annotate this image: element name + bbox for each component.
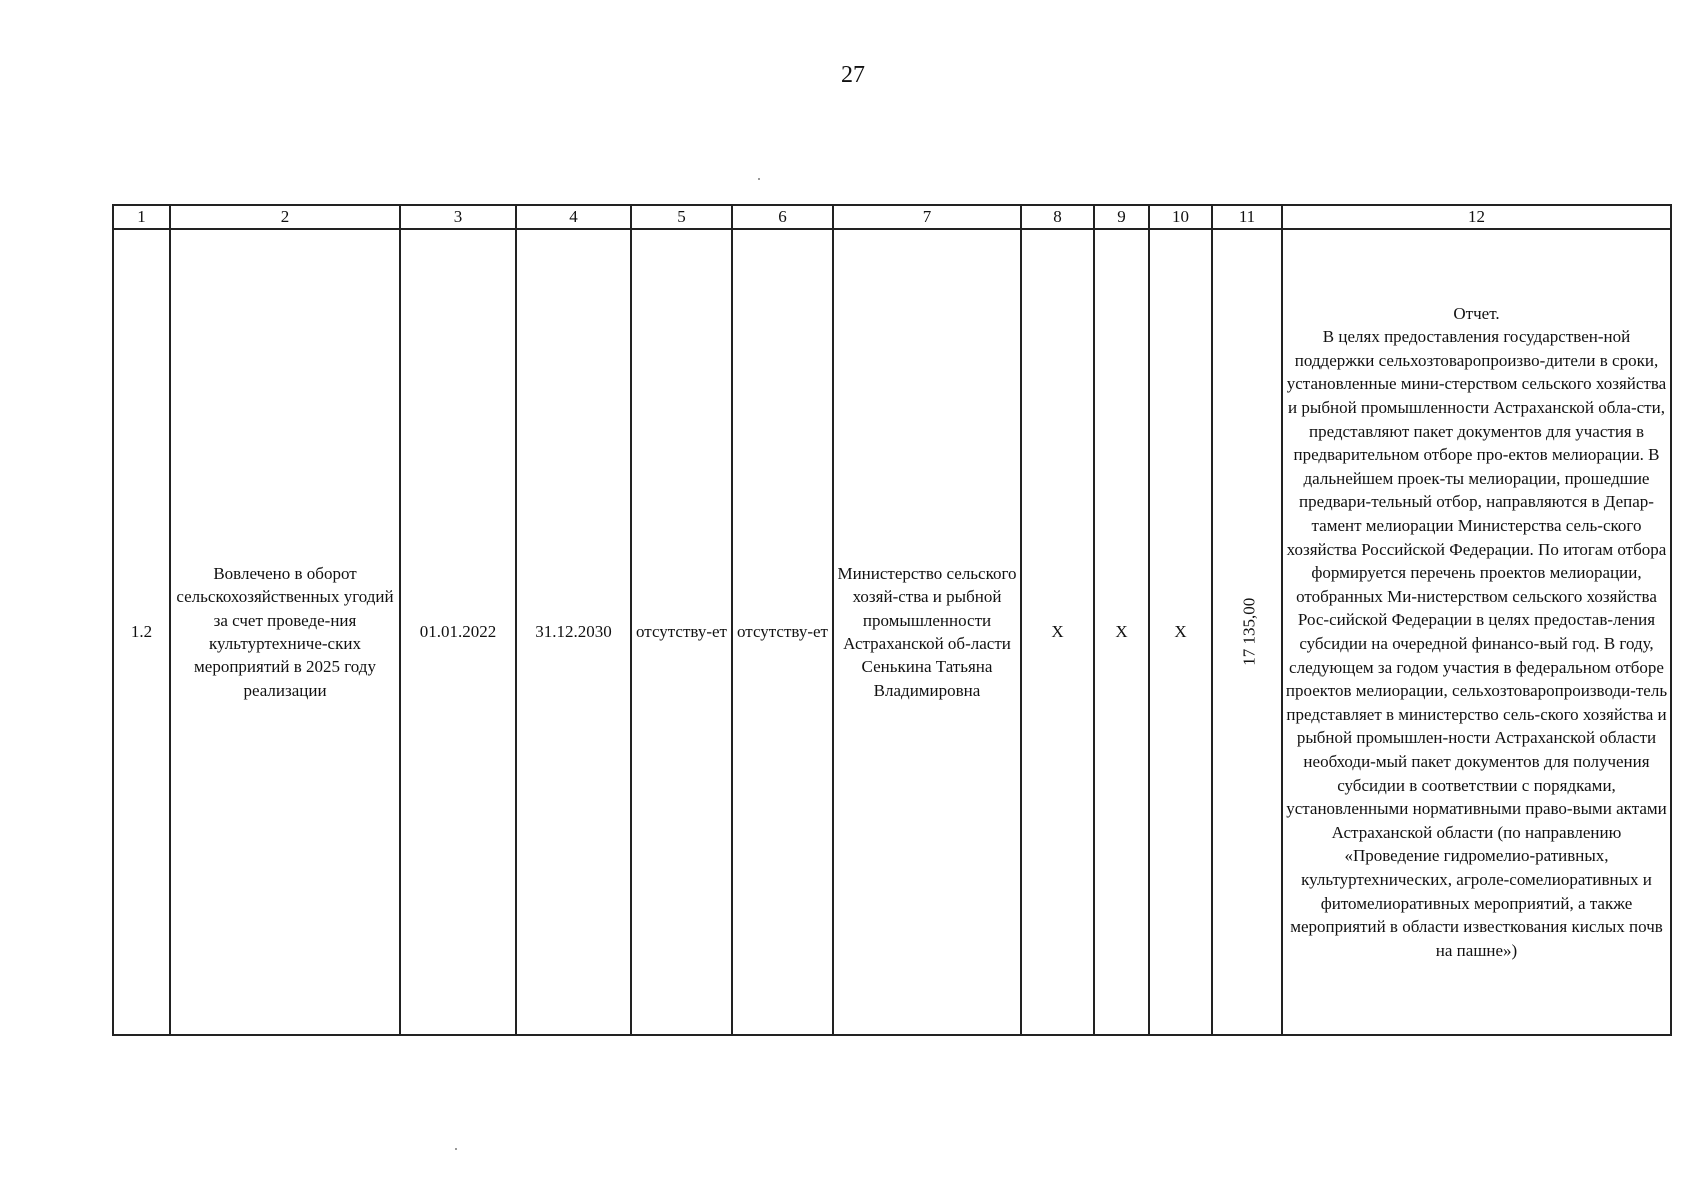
row-number: 1.2: [113, 229, 170, 1035]
column-number: 1: [113, 205, 170, 229]
column-number: 2: [170, 205, 400, 229]
column-number: 3: [400, 205, 516, 229]
report-table: [112, 204, 1672, 1036]
column-number: 8: [1021, 205, 1094, 229]
column-number: 10: [1149, 205, 1212, 229]
column-9-mark: X: [1094, 229, 1149, 1035]
column-number: 4: [516, 205, 631, 229]
column-5-value: отсутству-ет: [631, 229, 732, 1035]
column-number: 9: [1094, 205, 1149, 229]
amount-cell: [1212, 229, 1282, 1035]
indicator-description: Вовлечено в оборот сельскохозяйственных угодий за счет проведе-ния культуртехниче-ских мероприятий в 2025 году реализации: [170, 229, 400, 1035]
column-number: 6: [732, 205, 833, 229]
page-number: 27: [841, 62, 865, 88]
end-date: 31.12.2030: [516, 229, 631, 1035]
column-number: 12: [1282, 205, 1671, 229]
report-text: Отчет. В целях предоставления государствен-ной поддержки сельхозтоваропроизво-дители в сроки, установленные мини-стерством сельского хозяйства и рыбной промышленности Астраханской обла-сти, представляют пакет документов для участия в предварительном отборе про-ектов мелиорации. В дальнейшем проек-ты мелиорации, прошедшие предвари-тельный отбор, направляются в Депар-тамент мелиорации Министерства сель-ского хозяйства Российской Федерации. По итогам отбора формируется перечень проектов мелиорации, отобранных Ми-нистерством сельского хозяйства Рос-сийской Федерации в целях предостав-ления субсидии на очередной финансо-вый год. В году, следующем за годом участия в федеральном отборе проектов мелиорации, сельхозтоваропроизводи-тель представляет в министерство сель-ского хозяйства и рыбной промышлен-ности Астраханской области необходи-мый пакет документов для получения субсидии в соответствии с порядками, установленными нормативными право-выми актами Астраханской области (по направлению «Проведение гидромелио-ративных, культуртехнических, агроле-сомелиоративных и фитомелиоративных мероприятий, а также мероприятий в области известкования кислых почв на пашне»): [1282, 229, 1671, 1035]
column-number-row: [113, 205, 1671, 229]
column-6-value: отсутству-ет: [732, 229, 833, 1035]
scan-speck: [455, 1148, 457, 1150]
column-number: 5: [631, 205, 732, 229]
scan-speck: [758, 178, 760, 180]
column-number: 7: [833, 205, 1021, 229]
responsible-executor: Министерство сельского хозяй-ства и рыбной промышленности Астраханской об-ласти Сенькина Татьяна Владимировна: [833, 229, 1021, 1035]
column-10-mark: X: [1149, 229, 1212, 1035]
column-8-mark: X: [1021, 229, 1094, 1035]
start-date: 01.01.2022: [400, 229, 516, 1035]
column-number: 11: [1212, 205, 1282, 229]
table-row: [113, 229, 1671, 1035]
funding-amount: 17 135,00: [1239, 597, 1259, 666]
